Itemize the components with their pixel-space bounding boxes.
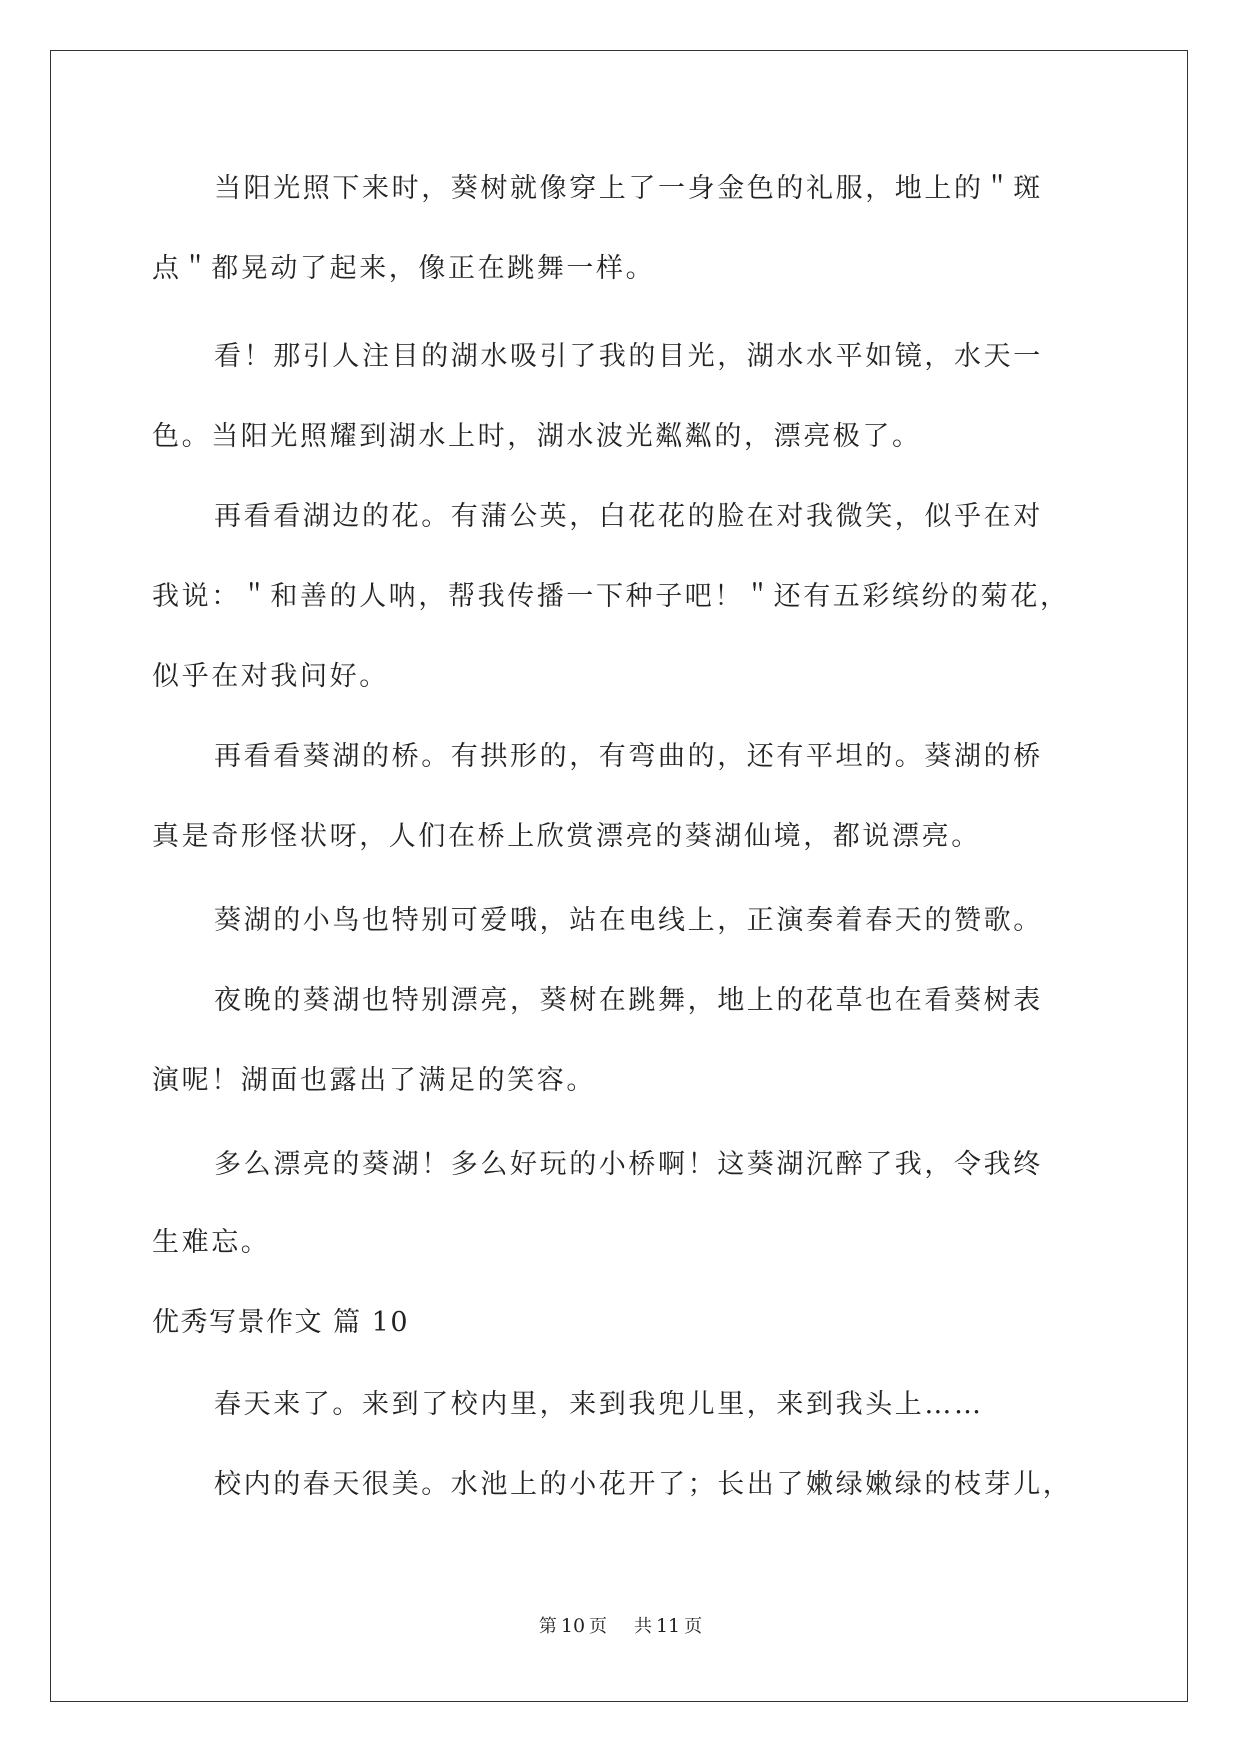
paragraph-line: 真是奇形怪状呀，人们在桥上欣赏漂亮的葵湖仙境，都说漂亮。 xyxy=(152,821,981,852)
paragraph-line: 多么漂亮的葵湖！多么好玩的小桥啊！这葵湖沉醉了我，令我终 xyxy=(214,1149,1043,1180)
page-border xyxy=(50,50,1188,1702)
paragraph-line: 似乎在对我问好。 xyxy=(152,661,389,692)
paragraph-line: 夜晚的葵湖也特别漂亮，葵树在跳舞，地上的花草也在看葵树表 xyxy=(214,985,1043,1016)
total-suffix: 页 xyxy=(684,1616,703,1637)
paragraph-line: 点＂都晃动了起来，像正在跳舞一样。 xyxy=(152,253,656,284)
paragraph-line: 春天来了。来到了校内里，来到我兜儿里，来到我头上…… xyxy=(214,1389,984,1420)
paragraph-line: 当阳光照下来时，葵树就像穿上了一身金色的礼服，地上的＂斑 xyxy=(214,173,1043,204)
page-prefix: 第 xyxy=(538,1616,557,1637)
page-current: 10 xyxy=(560,1615,586,1637)
paragraph-line: 色。当阳光照耀到湖水上时，湖水波光粼粼的，漂亮极了。 xyxy=(152,421,922,452)
page-total: 11 xyxy=(655,1615,681,1637)
total-prefix: 共 xyxy=(633,1616,652,1637)
paragraph-line: 再看看葵湖的桥。有拱形的，有弯曲的，还有平坦的。葵湖的桥 xyxy=(214,741,1043,772)
page-mid: 页 xyxy=(589,1616,608,1637)
paragraph-line: 葵湖的小鸟也特别可爱哦，站在电线上，正演奏着春天的赞歌。 xyxy=(214,905,1043,936)
paragraph-line: 再看看湖边的花。有蒲公英，白花花的脸在对我微笑，似乎在对 xyxy=(214,501,1043,532)
paragraph-line: 我说：＂和善的人呐，帮我传播一下种子吧！＂还有五彩缤纷的菊花， xyxy=(152,581,1070,612)
paragraph-line: 校内的春天很美。水池上的小花开了；长出了嫩绿嫩绿的枝芽儿， xyxy=(214,1469,1073,1500)
paragraph-line: 看！那引人注目的湖水吸引了我的目光，湖水水平如镜，水天一 xyxy=(214,341,1043,372)
paragraph-line: 演呢！湖面也露出了满足的笑容。 xyxy=(152,1065,596,1096)
section-heading: 优秀写景作文 篇 10 xyxy=(152,1307,410,1338)
paragraph-line: 生难忘。 xyxy=(152,1227,271,1258)
page-footer xyxy=(0,1614,1241,1639)
